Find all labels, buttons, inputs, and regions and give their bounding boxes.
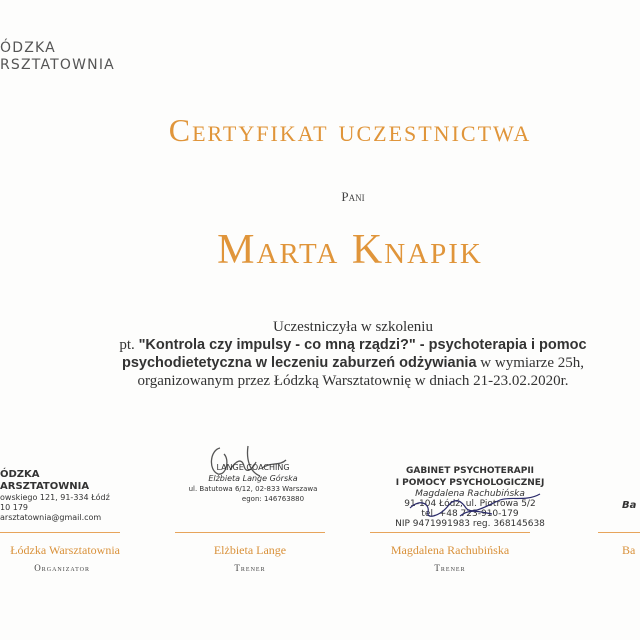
signature-name-partial: Ba — [622, 543, 636, 557]
trainer-1-stamp-line-1: LANGE COACHING — [216, 463, 290, 472]
signature-name-trainer-2: Magdalena Rachubińska — [390, 543, 510, 557]
trainer-1-stamp-line-4: egon: 146763880 — [241, 495, 305, 503]
signature-role-organizer: Organizator — [34, 563, 90, 573]
certificate-body — [0, 318, 640, 390]
signature-line-4 — [598, 532, 640, 533]
signature-role-trainer-1: Trener — [234, 563, 266, 573]
signature-name-organizer: Łódzka Warsztatownia — [10, 543, 120, 557]
trainer-2-stamp-line-5: tel. +48 723-910-179 — [421, 509, 519, 519]
partial-stamp — [622, 500, 636, 512]
trainer-1-stamp-line-3: ul. Batutowa 6/12, 02-833 Warszawa — [188, 485, 318, 493]
trainer-2-stamp-line-6: NIP 9471991983 reg. 368145638 — [395, 519, 545, 529]
salutation: Pani — [341, 189, 365, 204]
body-line-1: Uczestniczyła w szkoleniu — [273, 319, 433, 335]
organizer-stamp-address: owskiego 121, 91-334 Łódź — [0, 493, 110, 502]
recipient-name: Marta Knapik — [217, 227, 483, 273]
body-line-3 — [0, 354, 640, 372]
trainer-1-stamp-line-2: Elżbieta Lange Górska — [208, 474, 298, 483]
organizer-stamp-phone: 10 179 — [0, 503, 28, 512]
signature-name-trainer-1: Elżbieta Lange — [213, 543, 287, 557]
body-line-2 — [0, 336, 640, 354]
organization-logo — [0, 40, 115, 74]
signature-line-2 — [175, 532, 325, 533]
logo-line-2: RSZTATOWNIA — [0, 57, 115, 73]
signature-line-3 — [370, 532, 530, 533]
organizer-stamp-email: arsztatownia@gmail.com — [0, 513, 102, 522]
training-duration: w wymiarze 25h, — [476, 355, 584, 371]
trainer-2-stamp-line-2: I POMOCY PSYCHOLOGICZNEJ — [395, 478, 545, 488]
signature-role-trainer-2: Trener — [434, 563, 466, 573]
training-title-part-2: psychodietetyczna w leczeniu zaburzeń odżywiania — [121, 355, 477, 371]
certificate-title: Certyfikat uczestnictwa — [168, 112, 532, 148]
signature-line-1 — [0, 532, 120, 533]
body-line-4: organizowanym przez Łódzką Warsztatownię w dniach 21-23.02.2020r. — [137, 373, 569, 389]
training-title-part-1: "Kontrola czy impulsy - co mną rządzi?" - psychoterapia i pomoc — [138, 337, 587, 353]
trainer-2-stamp-line-4: 91-104 Łódź, ul. Piotrowa 5/2 — [404, 499, 536, 509]
organizer-stamp-line-2: ARSZTATOWNIA — [0, 481, 90, 492]
trainer-2-stamp-line-3: Magdalena Rachubińska — [415, 489, 525, 499]
body-line-2-prefix: pt. — [119, 337, 139, 353]
logo-line-1: ÓDZKA — [0, 40, 56, 56]
partial-stamp-line-1: Ba — [622, 500, 637, 511]
organizer-stamp-line-1: ÓDZKA — [0, 469, 40, 480]
trainer-2-stamp-line-1: GABINET PSYCHOTERAPII — [405, 466, 535, 476]
trainer-1-stamp — [178, 462, 328, 504]
organizer-stamp — [0, 469, 120, 523]
trainer-2-signature-ink — [400, 478, 550, 528]
